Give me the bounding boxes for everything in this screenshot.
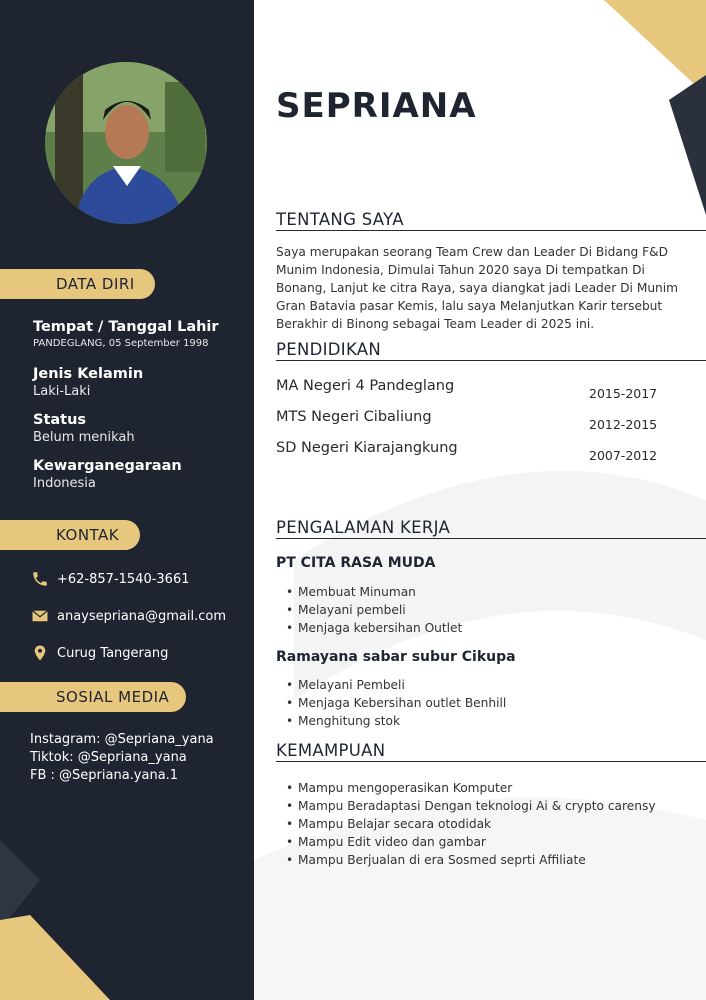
- education-years: 2007-2012: [589, 448, 658, 463]
- job-task-list: [298, 676, 506, 730]
- sidebar: [0, 0, 254, 1000]
- location-text: Curug Tangerang: [57, 645, 169, 661]
- list-item: • Mampu Berjualan di era Sosmed seprti Affiliate: [298, 851, 656, 869]
- data-status: [33, 411, 135, 447]
- list-item: • Menghitung stok: [298, 712, 506, 730]
- status-value: Belum menikah: [33, 430, 135, 445]
- contact-email: [31, 607, 226, 625]
- data-birth: [33, 318, 219, 352]
- phone-icon: [31, 570, 49, 588]
- tentang-heading: TENTANG SAYA: [276, 210, 706, 231]
- birth-value: PANDEGLANG, 05 September 1998: [33, 338, 209, 349]
- email-address[interactable]: anaysepriana@gmail.com: [57, 608, 227, 624]
- status-label: Status: [33, 412, 87, 428]
- job-company: PT CITA RASA MUDA: [276, 555, 436, 571]
- nationality-value: Indonesia: [33, 476, 96, 491]
- list-item: • Mampu Edit video dan gambar: [298, 833, 656, 851]
- job-company: Ramayana sabar subur Cikupa: [276, 649, 516, 665]
- about-text: Saya merupakan seorang Team Crew dan Leader Di Bidang F&D Munim Indonesia, Dimulai Tahun 2020 saya Di tempatkan Di Bonang, Lanjut ke citra Raya, saya diangkat jadi Leader Di Munim Gran Batavia pasar Kemis, lalu saya Melanjutkan Karir tersebut Berakhir di Binong sebagai Team Leader di 2025 ini.: [276, 245, 679, 331]
- social-instagram[interactable]: Instagram: @Sepriana_yana: [30, 732, 214, 747]
- list-item: • Melayani pembeli: [298, 601, 462, 619]
- contact-location: [31, 644, 168, 662]
- list-item: • Menjaga Kebersihan outlet Benhill: [298, 694, 506, 712]
- main-content: [254, 0, 706, 1000]
- social-facebook[interactable]: FB : @Sepriana.yana.1: [30, 768, 179, 783]
- data-gender: [33, 365, 143, 401]
- list-item: • Mampu mengoperasikan Komputer: [298, 779, 656, 797]
- pengalaman-heading: PENGALAMAN KERJA: [276, 518, 706, 539]
- sosial-media-heading: SOSIAL MEDIA: [0, 682, 186, 712]
- pendidikan-heading: PENDIDIKAN: [276, 340, 706, 361]
- birth-label: Tempat / Tanggal Lahir: [33, 319, 219, 335]
- social-tiktok[interactable]: Tiktok: @Sepriana_yana: [30, 750, 187, 765]
- data-nationality: [33, 457, 182, 493]
- location-pin-icon: [31, 644, 49, 662]
- education-years: 2015-2017: [589, 386, 658, 401]
- mail-icon: [31, 607, 49, 625]
- phone-number[interactable]: +62-857-1540-3661: [57, 571, 190, 587]
- list-item: • Mampu Beradaptasi Dengan teknologi Ai & crypto carensy: [298, 797, 656, 815]
- person-name: SEPRIANA: [276, 86, 477, 126]
- gender-label: Jenis Kelamin: [33, 366, 144, 382]
- gender-value: Laki-Laki: [33, 384, 91, 399]
- education-years: 2012-2015: [589, 417, 658, 432]
- education-school: MTS Negeri Cibaliung: [276, 409, 432, 425]
- social-list: [30, 731, 214, 785]
- job-task-list: [298, 583, 462, 637]
- kontak-heading: KONTAK: [0, 520, 140, 550]
- profile-photo: [45, 62, 207, 224]
- list-item: • Menjaga kebersihan Outlet: [298, 619, 462, 637]
- education-school: MA Negeri 4 Pandeglang: [276, 378, 455, 394]
- data-diri-heading: DATA DIRI: [0, 269, 155, 299]
- list-item: • Mampu Belajar secara otodidak: [298, 815, 656, 833]
- list-item: • Melayani Pembeli: [298, 676, 506, 694]
- education-school: SD Negeri Kiarajangkung: [276, 440, 458, 456]
- kemampuan-heading: KEMAMPUAN: [276, 741, 706, 762]
- list-item: • Membuat Minuman: [298, 583, 462, 601]
- contact-phone: [31, 570, 190, 588]
- skills-list: [298, 779, 656, 869]
- nationality-label: Kewarganegaraan: [33, 458, 182, 474]
